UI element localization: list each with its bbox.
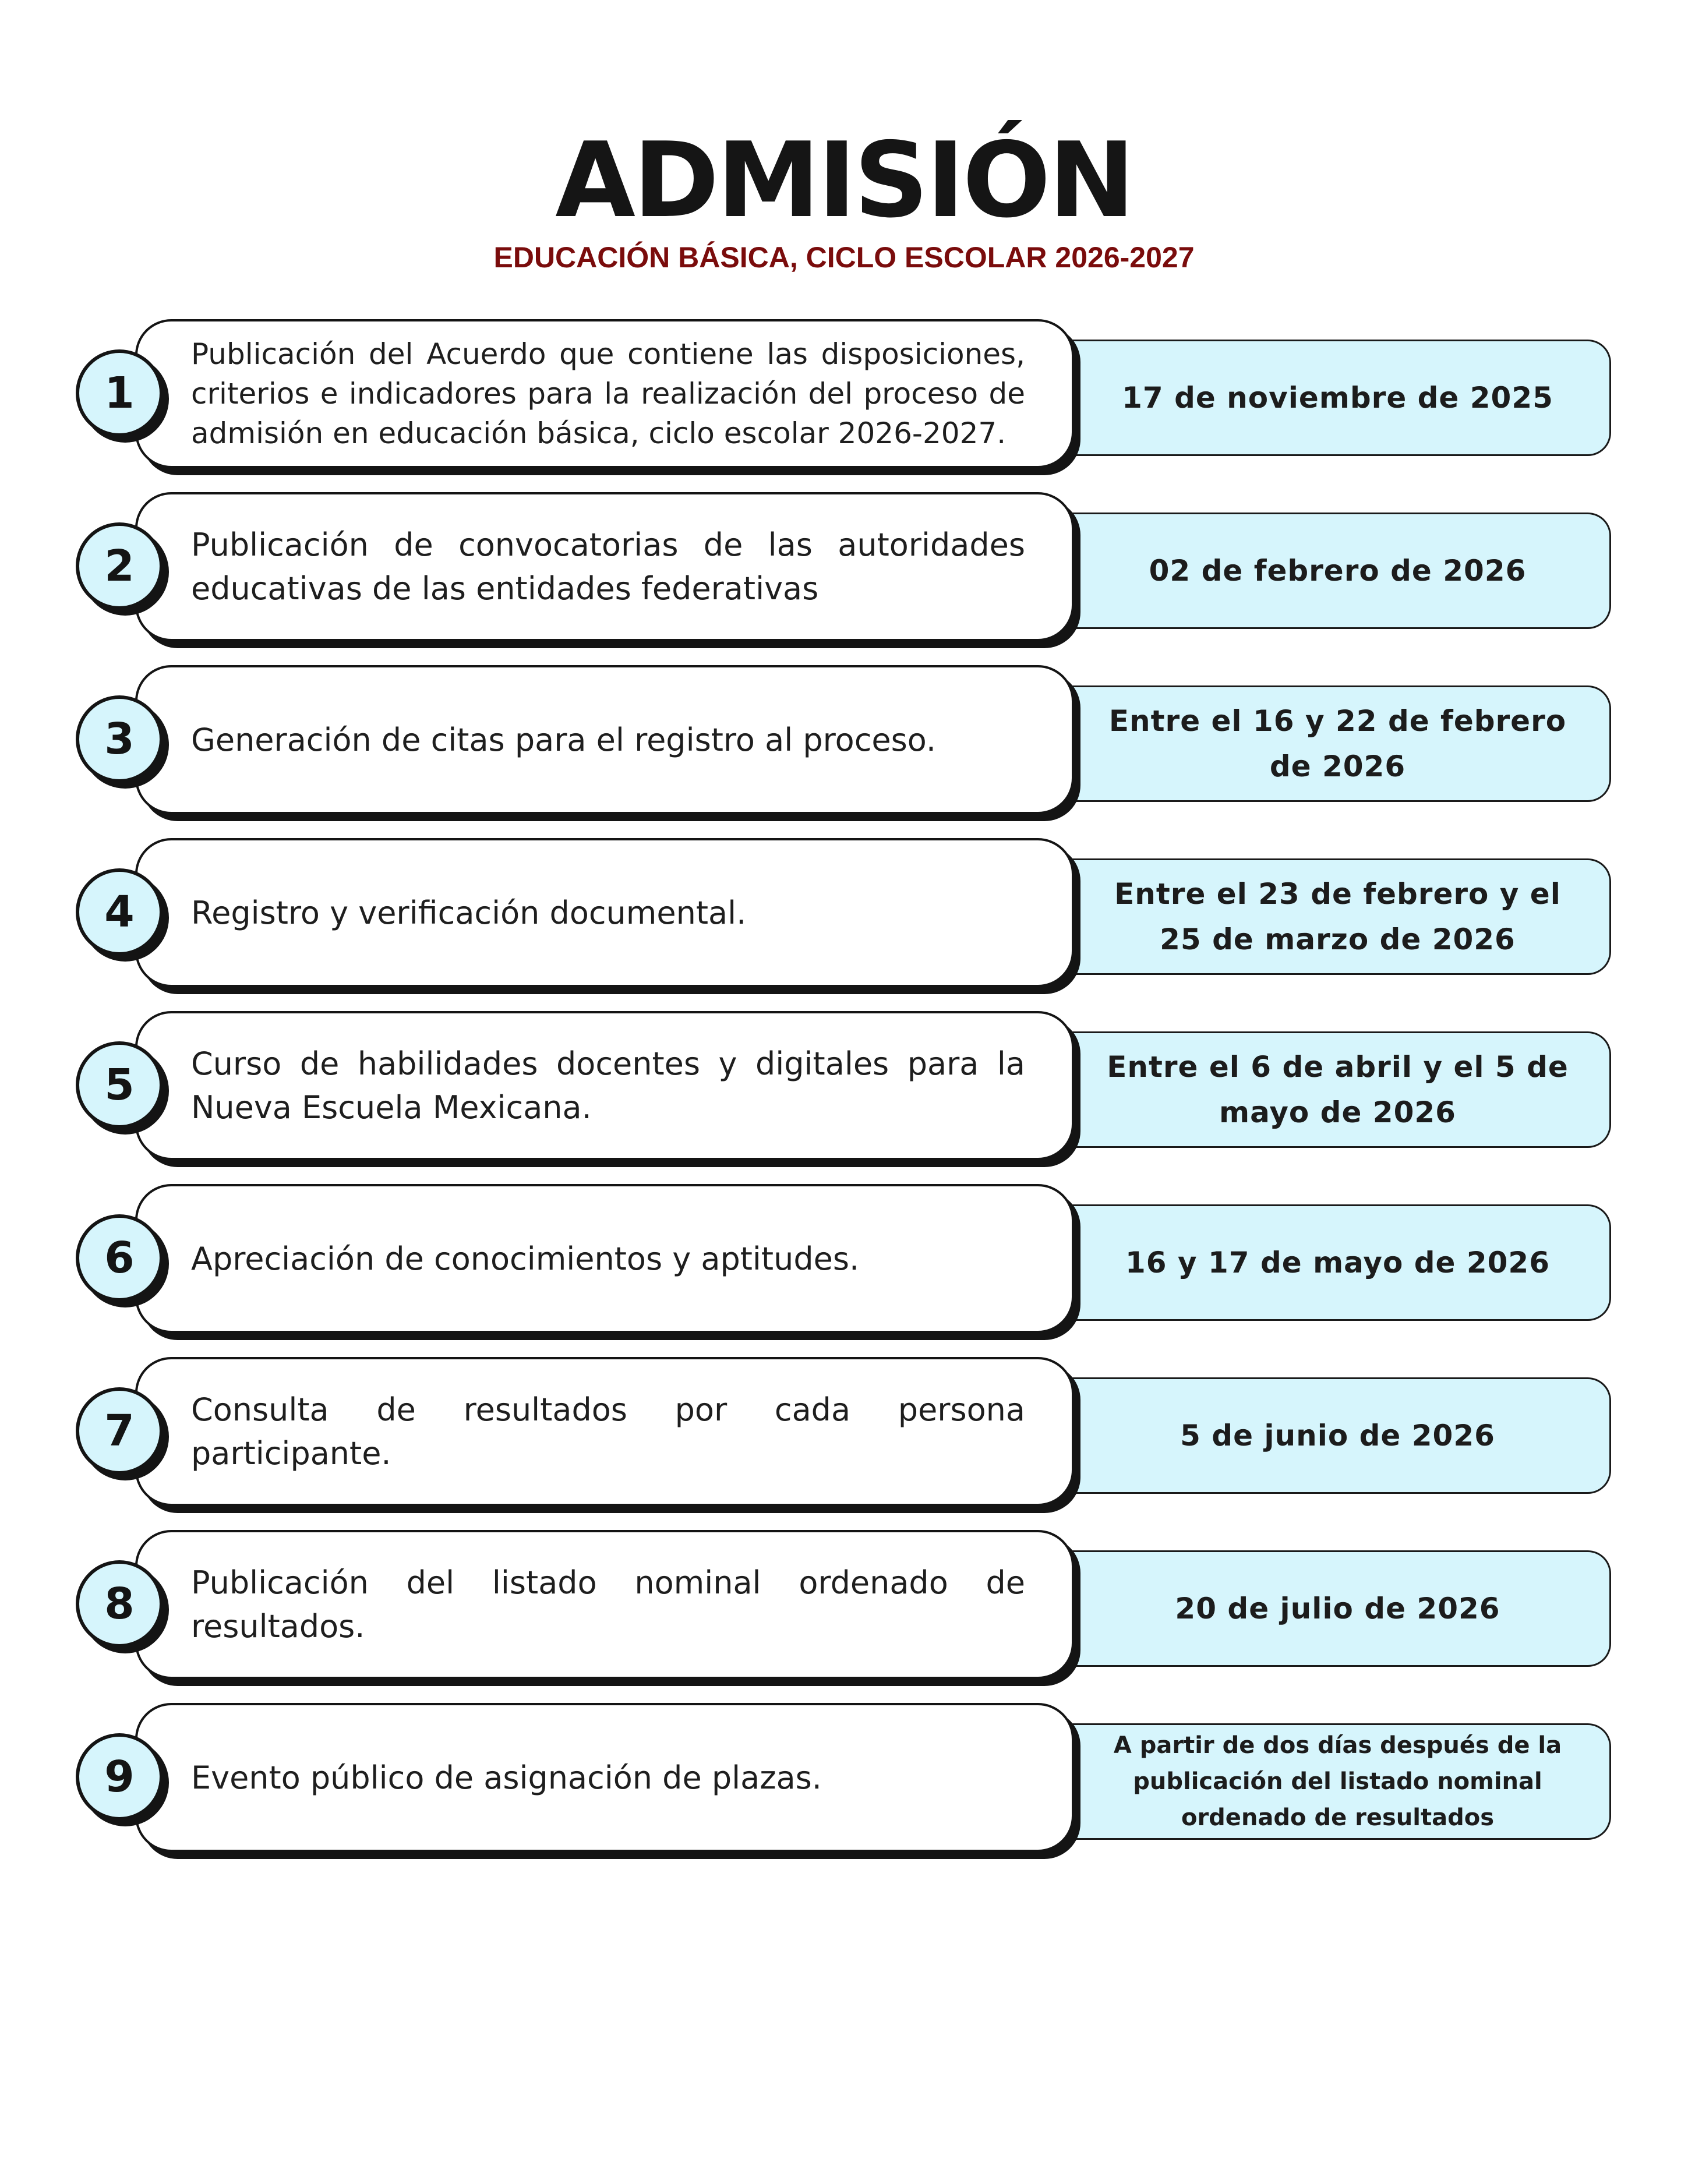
- step-date: A partir de dos días después de la publicación del listado nominal ordenado de resultados: [1037, 1723, 1611, 1840]
- step-number-badge: 1: [76, 349, 163, 437]
- step-date: 17 de noviembre de 2025: [1037, 340, 1611, 456]
- step-number-badge: 8: [76, 1560, 163, 1648]
- step-date: Entre el 16 y 22 de febrero de 2026: [1037, 685, 1611, 802]
- page-title: ADMISIÓN: [555, 120, 1133, 241]
- step-card: [135, 838, 1074, 987]
- step-date: 5 de junio de 2026: [1037, 1377, 1611, 1494]
- step-row-3: [0, 665, 1688, 822]
- step-row-7: [0, 1357, 1688, 1514]
- step-date: 16 y 17 de mayo de 2026: [1037, 1204, 1611, 1321]
- step-description: Curso de habilidades docentes y digitales para la Nueva Escuela Mexicana.: [191, 1045, 1025, 1126]
- step-row-4: [0, 838, 1688, 995]
- step-number-badge: 6: [76, 1214, 163, 1302]
- step-card: [135, 1011, 1074, 1160]
- step-description: Consulta de resultados por cada persona participante.: [191, 1391, 1025, 1472]
- step-row-9: [0, 1703, 1688, 1860]
- step-date: Entre el 6 de abril y el 5 de mayo de 2026: [1037, 1031, 1611, 1148]
- step-card: [135, 319, 1074, 468]
- step-card: [135, 665, 1074, 814]
- step-date: Entre el 23 de febrero y el 25 de marzo de 2026: [1037, 858, 1611, 975]
- step-number-badge: 5: [76, 1041, 163, 1129]
- step-number-badge: 2: [76, 522, 163, 610]
- step-description: Registro y verificación documental.: [191, 894, 747, 931]
- step-number-badge: 7: [76, 1387, 163, 1475]
- step-number-badge: 9: [76, 1733, 163, 1821]
- step-row-1: [0, 319, 1688, 476]
- step-description: Publicación del listado nominal ordenado de resultados.: [191, 1564, 1025, 1645]
- step-card: [135, 492, 1074, 641]
- step-number-badge: 3: [76, 695, 163, 783]
- step-card: [135, 1357, 1074, 1506]
- step-description: Publicación de convocatorias de las autoridades educativas de las entidades federativas: [191, 526, 1025, 607]
- step-card: [135, 1184, 1074, 1333]
- step-description: Evento público de asignación de plazas.: [191, 1759, 822, 1796]
- step-number-badge: 4: [76, 868, 163, 956]
- step-description: Publicación del Acuerdo que contiene las disposiciones, criterios e indicadores para la realización del proceso de admisión en educación básica, ciclo escolar 2026-2027.: [191, 337, 1025, 450]
- page-subtitle: EDUCACIÓN BÁSICA, CICLO ESCOLAR 2026-2027: [493, 241, 1195, 274]
- step-date: 20 de julio de 2026: [1037, 1550, 1611, 1667]
- step-card: [135, 1530, 1074, 1679]
- step-description: Generación de citas para el registro al proceso.: [191, 721, 936, 758]
- step-date: 02 de febrero de 2026: [1037, 513, 1611, 629]
- step-row-8: [0, 1530, 1688, 1687]
- step-card: [135, 1703, 1074, 1852]
- step-row-2: [0, 492, 1688, 649]
- step-row-6: [0, 1184, 1688, 1341]
- step-description: Apreciación de conocimientos y aptitudes.: [191, 1240, 860, 1277]
- step-row-5: [0, 1011, 1688, 1168]
